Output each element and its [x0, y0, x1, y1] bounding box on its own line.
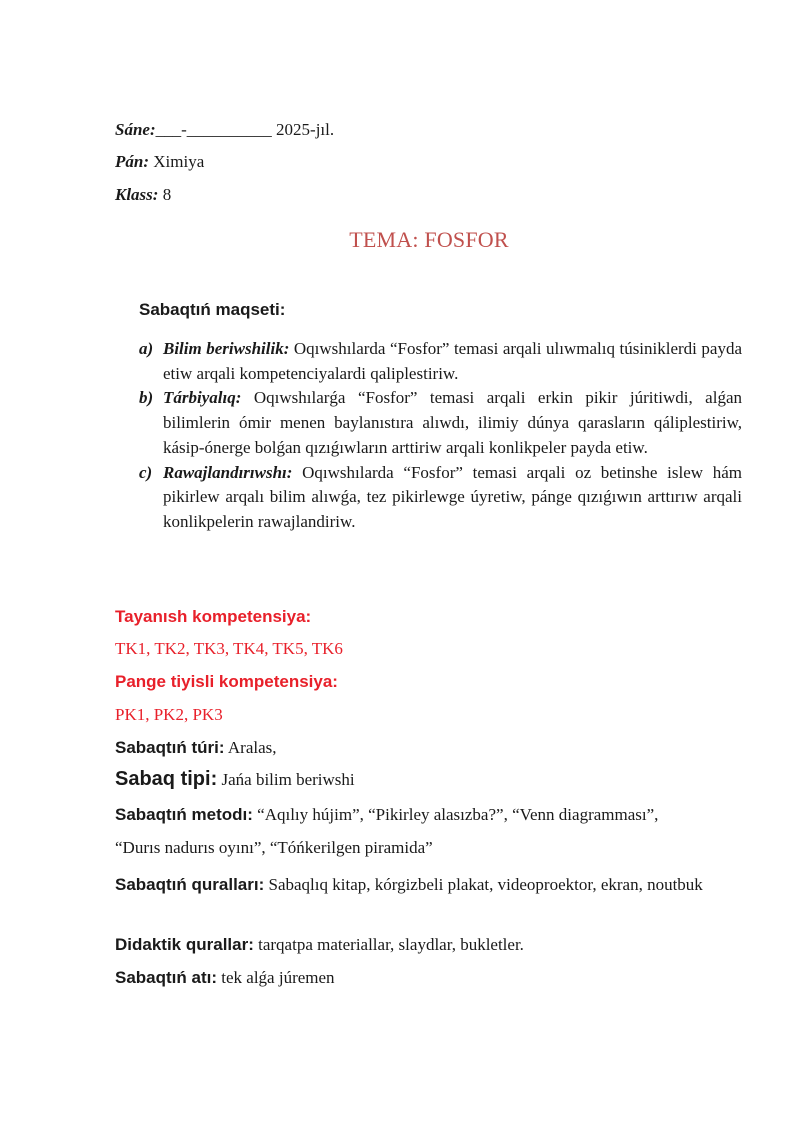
didactic-tools-label: Didaktik qurallar:: [115, 935, 254, 954]
base-competency-label: Tayanısh kompetensiya:: [115, 607, 312, 626]
goal-item: [139, 461, 742, 535]
goal-label: Bilim beriwshilik:: [163, 339, 290, 358]
goal-text: Oqıwshılarda “Fosfor” temasi arqali oz betinshe islew hám pikirlew arqalı bilim alıwǵa, tez pikirlewge úyretiw, pánge qızıǵıwın arttırıw arqali konlikpelerin rawajlandiriw.: [163, 462, 743, 531]
lesson-kind-value: Jańa bilim beriwshi: [221, 770, 355, 789]
class-label: Klass:: [115, 185, 159, 204]
page-title: TEMA: FOSFOR: [349, 227, 509, 252]
goals-heading: Sabaqtıń maqseti:: [139, 300, 286, 319]
lesson-method-value: “Aqılıy hújim”, “Pikirley alasızba?”, “Venn diagramması”,: [257, 805, 659, 824]
date-label: Sáne:: [115, 120, 156, 139]
lesson-tools-label: Sabaqtıń quralları:: [115, 875, 265, 894]
lesson-type-value: Aralas,: [227, 738, 277, 757]
lesson-name-value: tek alǵa júremen: [221, 968, 335, 987]
subject-competency-label: Pange tiyisli kompetensiya:: [115, 672, 338, 691]
date-line: [115, 119, 334, 141]
goal-text: Oqıwshılarda “Fosfor” temasi arqali ulıwmalıq túsiniklerdi payda etiw arqali kompetenciyalardi qaliplestiriw.: [163, 339, 743, 383]
lesson-kind-label: Sabaq tipi:: [115, 768, 218, 790]
lesson-method-continuation: “Durıs nadurıs oyını”, “Tóńkerilgen piramida”: [115, 838, 433, 857]
class-value: 8: [162, 185, 172, 204]
subject-line: [115, 151, 204, 173]
goal-marker: c): [139, 462, 153, 482]
base-competency-value: TK1, TK2, TK3, TK4, TK5, TK6: [115, 639, 343, 658]
goal-item: [139, 337, 742, 386]
subject-competency-value: PK1, PK2, PK3: [115, 705, 223, 724]
lesson-tools-line: [115, 868, 742, 901]
didactic-tools-line: [115, 934, 524, 956]
goal-item: [139, 386, 742, 460]
lesson-name-line: [115, 967, 335, 989]
lesson-method-line: [115, 804, 658, 826]
subject-value: Ximiya: [153, 152, 205, 171]
subject-label: Pán:: [115, 152, 149, 171]
lesson-kind-line: [115, 768, 355, 791]
goal-text: Oqıwshılarǵa “Fosfor” temasi arqali erkin pikir júritiwdi, alǵan bilimlerin ómir menen baylanıstıra alıwdı, ilimiy dúnya qarasların qáliplestiriw, kásip-ónerge bolǵan qızıǵıwların arttiriw arqali konlikpeler payda etiw.: [163, 388, 743, 457]
didactic-tools-value: tarqatpa materiallar, slaydlar, bukletler.: [258, 935, 524, 954]
goal-marker: a): [139, 339, 154, 358]
lesson-tools-value: Sabaqlıq kitap, kórgizbeli plakat, videoproektor, ekran, noutbuk: [268, 875, 703, 894]
goal-marker: b): [139, 388, 154, 408]
date-value: ___-__________ 2025-jıl.: [155, 120, 335, 139]
goal-label: Tárbiyalıq:: [163, 388, 242, 408]
goal-label: Rawajlandırıwshı:: [163, 462, 293, 482]
lesson-method-label: Sabaqtıń metodı:: [115, 805, 253, 824]
class-line: [115, 184, 171, 206]
lesson-type-label: Sabaqtıń túri:: [115, 738, 225, 757]
goals-list: [139, 337, 742, 535]
lesson-type-line: [115, 737, 277, 759]
lesson-name-label: Sabaqtıń atı:: [115, 968, 218, 987]
